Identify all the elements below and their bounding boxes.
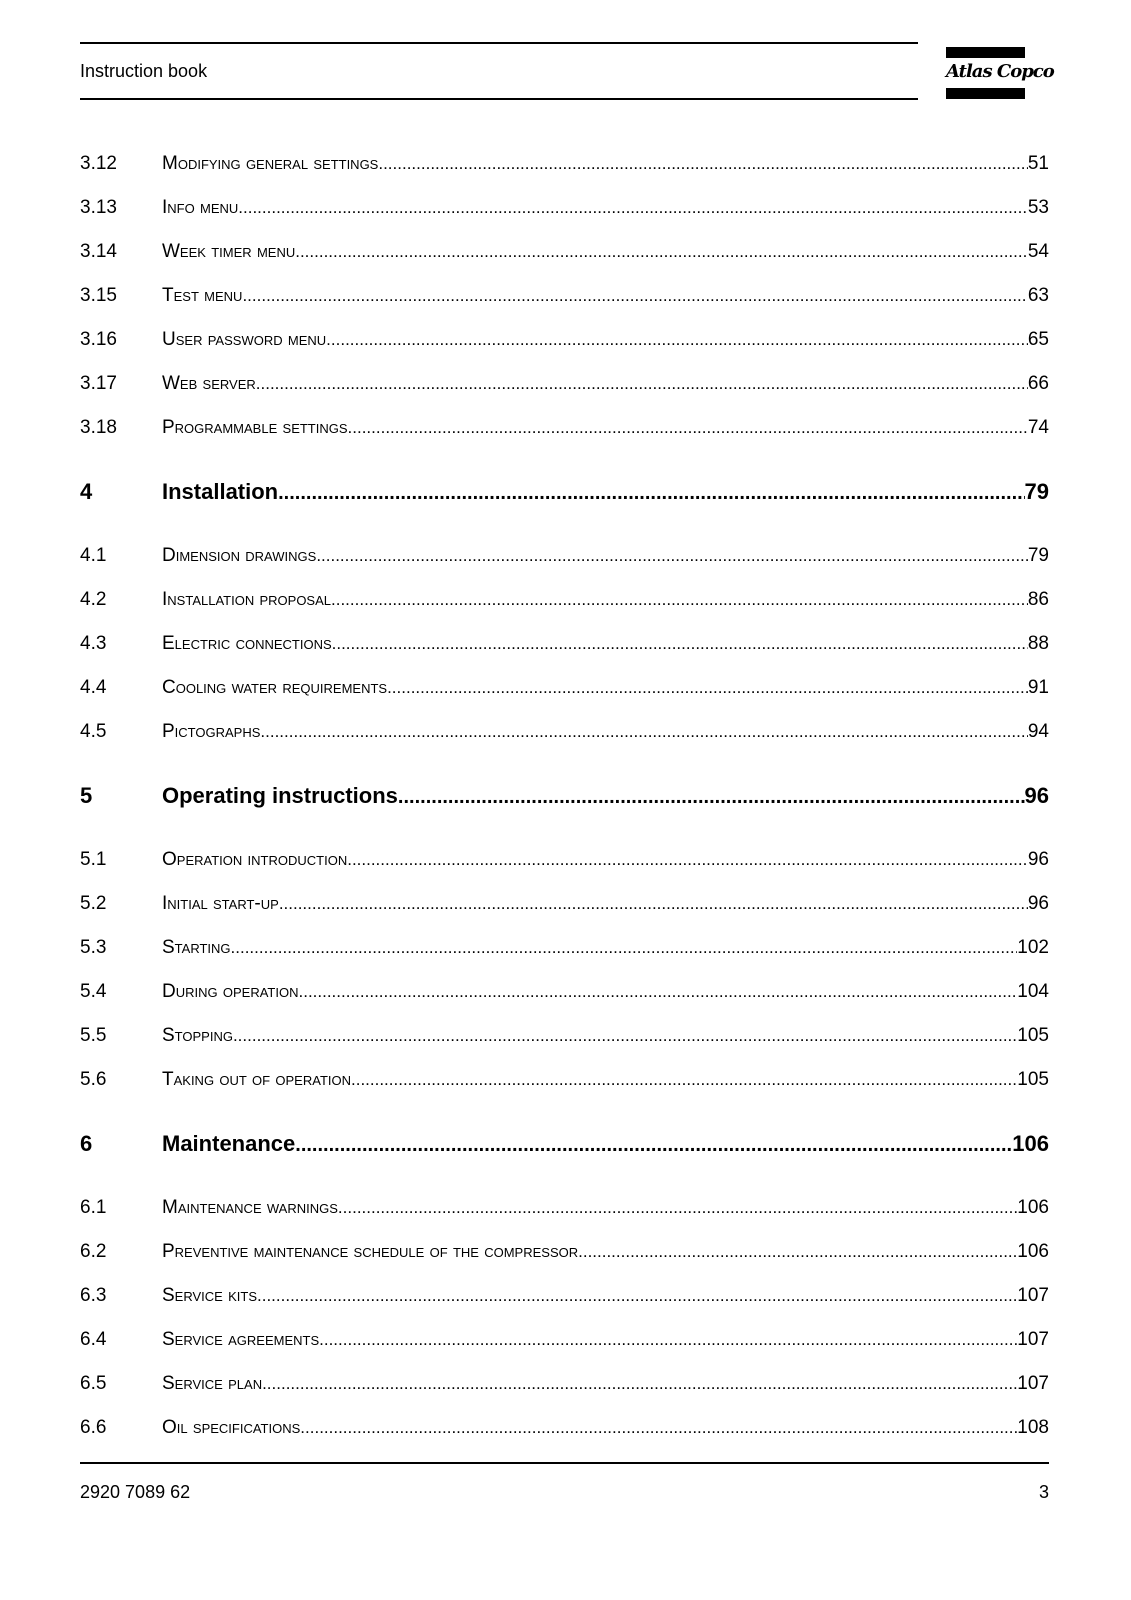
toc-entry-row[interactable] — [80, 186, 1049, 230]
dot-leader — [398, 786, 1025, 809]
toc-number: 3.12 — [80, 153, 117, 174]
toc-title: Cooling water requirements — [162, 677, 388, 698]
page-number: 3 — [1038, 1482, 1049, 1502]
toc-entry — [162, 721, 1049, 743]
atlas-copco-logo — [946, 47, 1054, 99]
toc-entry — [162, 479, 1049, 505]
dot-leader — [257, 1286, 1017, 1306]
toc-title: Dimension drawings — [162, 545, 317, 566]
toc-number: 5.1 — [80, 849, 107, 870]
dot-leader — [242, 286, 1027, 306]
toc-number: 5.2 — [80, 893, 107, 914]
dot-leader — [387, 678, 1028, 698]
toc-entry — [162, 1329, 1049, 1351]
logo-text: Atlas Copco — [946, 61, 1054, 82]
toc-number: 3.15 — [80, 285, 117, 306]
toc-entry-row[interactable] — [80, 406, 1049, 450]
dot-leader — [231, 938, 1018, 958]
toc-entry — [162, 677, 1049, 699]
toc-number: 3.16 — [80, 329, 117, 350]
toc-page-number: 107 — [1017, 1329, 1049, 1350]
toc-entry — [162, 1417, 1049, 1439]
toc-number: 6 — [80, 1131, 93, 1156]
toc-entry-row[interactable] — [80, 1014, 1049, 1058]
dot-leader — [332, 634, 1028, 654]
toc-entry — [162, 633, 1049, 655]
toc-page-number: 96 — [1027, 893, 1049, 914]
toc-number: 4.5 — [80, 721, 107, 742]
toc-entry-row[interactable] — [80, 318, 1049, 362]
dot-leader — [331, 590, 1028, 610]
toc-title: Maintenance warnings — [162, 1197, 338, 1218]
dot-leader — [348, 418, 1028, 438]
dot-leader — [260, 722, 1027, 742]
toc-title: Pictographs — [162, 721, 261, 742]
toc-page-number: 102 — [1017, 937, 1049, 958]
toc-title: Service kits — [162, 1285, 258, 1306]
toc-entry — [162, 1241, 1049, 1263]
toc-title: Web server — [162, 373, 256, 394]
header-title: Instruction book — [80, 61, 208, 81]
toc-title: Maintenance — [162, 1131, 296, 1156]
toc-number: 4.4 — [80, 677, 107, 698]
toc-entry-row[interactable] — [80, 1058, 1049, 1102]
toc-number: 5.3 — [80, 937, 107, 958]
toc-entry-row[interactable] — [80, 1186, 1049, 1230]
toc-entry — [162, 285, 1049, 307]
toc-entry — [162, 981, 1049, 1003]
toc-entry — [162, 197, 1049, 219]
toc-entry — [162, 1285, 1049, 1307]
dot-leader — [279, 894, 1028, 914]
dot-leader — [347, 850, 1028, 870]
toc-title: Stopping — [162, 1025, 233, 1046]
toc-title: Installation proposal — [162, 589, 332, 610]
dot-leader — [295, 242, 1028, 262]
toc-number: 6.3 — [80, 1285, 107, 1306]
toc-title: Info menu — [162, 197, 239, 218]
toc-page-number: 96 — [1024, 783, 1049, 808]
toc-page-number: 106 — [1017, 1241, 1049, 1262]
toc-title: Electric connections — [162, 633, 332, 654]
toc-entry-row[interactable] — [80, 1362, 1049, 1406]
toc-page-number: 53 — [1027, 197, 1049, 218]
toc-page-number: 105 — [1017, 1069, 1049, 1090]
toc-entry-row[interactable] — [80, 882, 1049, 926]
toc-entry — [162, 893, 1049, 915]
dot-leader — [262, 1374, 1017, 1394]
toc-entry-row[interactable] — [80, 1318, 1049, 1362]
toc-page-number: 54 — [1027, 241, 1049, 262]
toc-entry-row[interactable] — [80, 142, 1049, 186]
dot-leader — [300, 1418, 1017, 1438]
toc-page-number: 74 — [1027, 417, 1049, 438]
toc-entry-row[interactable] — [80, 970, 1049, 1014]
toc-chapter-row[interactable] — [80, 1112, 1049, 1176]
toc-entry — [162, 329, 1049, 351]
toc-page-number: 106 — [1017, 1197, 1049, 1218]
toc-title: Programmable settings — [162, 417, 348, 438]
dot-leader — [378, 154, 1028, 174]
toc-number: 4.3 — [80, 633, 107, 654]
toc-number: 5 — [80, 783, 93, 808]
dot-leader — [299, 982, 1018, 1002]
toc-page-number: 91 — [1027, 677, 1049, 698]
toc-page-number: 94 — [1027, 721, 1049, 742]
toc-page-number: 107 — [1017, 1373, 1049, 1394]
dot-leader — [319, 1330, 1017, 1350]
toc-number: 4.1 — [80, 545, 107, 566]
dot-leader — [326, 330, 1028, 350]
toc-entry-row[interactable] — [80, 578, 1049, 622]
dot-leader — [351, 1070, 1017, 1090]
toc-page-number: 88 — [1027, 633, 1049, 654]
toc-entry-row[interactable] — [80, 1274, 1049, 1318]
toc-number: 6.1 — [80, 1197, 107, 1218]
toc-number: 6.6 — [80, 1417, 107, 1438]
dot-leader — [233, 1026, 1017, 1046]
toc-entry — [162, 589, 1049, 611]
toc-page-number: 65 — [1027, 329, 1049, 350]
dot-leader — [338, 1198, 1017, 1218]
toc-entry — [162, 1025, 1049, 1047]
toc-entry-row[interactable] — [80, 362, 1049, 406]
toc-number: 3.13 — [80, 197, 117, 218]
toc-title: Operation introduction — [162, 849, 348, 870]
toc-title: Service plan — [162, 1373, 263, 1394]
dot-leader — [295, 1134, 1012, 1157]
toc-entry-row[interactable] — [80, 230, 1049, 274]
toc-entry — [162, 373, 1049, 395]
toc-entry — [162, 937, 1049, 959]
toc-number: 3.14 — [80, 241, 117, 262]
toc-page-number: 105 — [1017, 1025, 1049, 1046]
toc-entry-row[interactable] — [80, 926, 1049, 970]
dot-leader — [316, 546, 1028, 566]
toc-title: Modifying general settings — [162, 153, 379, 174]
toc-entry — [162, 153, 1049, 175]
toc-page-number: 79 — [1024, 479, 1049, 504]
toc-title: Operating instructions — [162, 783, 398, 808]
toc-page-number: 96 — [1027, 849, 1049, 870]
toc-entry-row[interactable] — [80, 1230, 1049, 1274]
toc-page-number: 51 — [1027, 153, 1049, 174]
toc-page-number: 107 — [1017, 1285, 1049, 1306]
toc-entry — [162, 1131, 1049, 1157]
logo-top-bar — [946, 47, 1025, 58]
toc-chapter-row[interactable] — [80, 460, 1049, 524]
toc-title: Starting — [162, 937, 231, 958]
toc-entry — [162, 545, 1049, 567]
toc-entry-row[interactable] — [80, 534, 1049, 578]
toc-title: Initial start-up — [162, 893, 279, 914]
toc-number: 6.2 — [80, 1241, 107, 1262]
toc-entry-row[interactable] — [80, 622, 1049, 666]
toc-entry — [162, 783, 1049, 809]
toc-title: Oil specifications — [162, 1417, 301, 1438]
page-header — [80, 42, 918, 100]
toc-page-number: 106 — [1012, 1131, 1049, 1156]
toc-title: Service agreements — [162, 1329, 320, 1350]
document-number: 2920 7089 62 — [80, 1482, 191, 1502]
dot-leader — [278, 482, 1024, 505]
toc-entry — [162, 417, 1049, 439]
toc-title: Week timer menu — [162, 241, 296, 262]
toc-page-number: 79 — [1027, 545, 1049, 566]
toc-entry-row[interactable] — [80, 710, 1049, 754]
toc-title: During operation — [162, 981, 299, 1002]
toc-title: Taking out of operation — [162, 1069, 351, 1090]
toc-number: 3.17 — [80, 373, 117, 394]
toc-entry-row[interactable] — [80, 666, 1049, 710]
dot-leader — [256, 374, 1028, 394]
dot-leader — [238, 198, 1028, 218]
toc-title: User password menu — [162, 329, 327, 350]
toc-entry — [162, 1197, 1049, 1219]
table-of-contents — [80, 142, 1049, 1450]
page-footer — [80, 1462, 1049, 1502]
toc-page-number: 108 — [1017, 1417, 1049, 1438]
toc-chapter-row[interactable] — [80, 764, 1049, 828]
toc-entry — [162, 1373, 1049, 1395]
toc-title: Test menu — [162, 285, 243, 306]
toc-title: Installation — [162, 479, 279, 504]
logo-bottom-bar — [946, 88, 1025, 99]
toc-number: 4 — [80, 479, 93, 504]
toc-number: 3.18 — [80, 417, 117, 438]
toc-entry — [162, 241, 1049, 263]
toc-title: Preventive maintenance schedule of the compressor — [162, 1241, 579, 1262]
toc-page-number: 63 — [1027, 285, 1049, 306]
toc-page-number: 86 — [1027, 589, 1049, 610]
toc-number: 6.4 — [80, 1329, 107, 1350]
toc-number: 5.6 — [80, 1069, 107, 1090]
toc-entry-row[interactable] — [80, 1406, 1049, 1450]
toc-entry-row[interactable] — [80, 838, 1049, 882]
toc-number: 4.2 — [80, 589, 107, 610]
dot-leader — [578, 1242, 1017, 1262]
toc-number: 5.4 — [80, 981, 107, 1002]
toc-entry — [162, 1069, 1049, 1091]
toc-entry-row[interactable] — [80, 274, 1049, 318]
toc-number: 5.5 — [80, 1025, 107, 1046]
toc-page-number: 104 — [1017, 981, 1049, 1002]
toc-entry — [162, 849, 1049, 871]
toc-page-number: 66 — [1027, 373, 1049, 394]
toc-number: 6.5 — [80, 1373, 107, 1394]
